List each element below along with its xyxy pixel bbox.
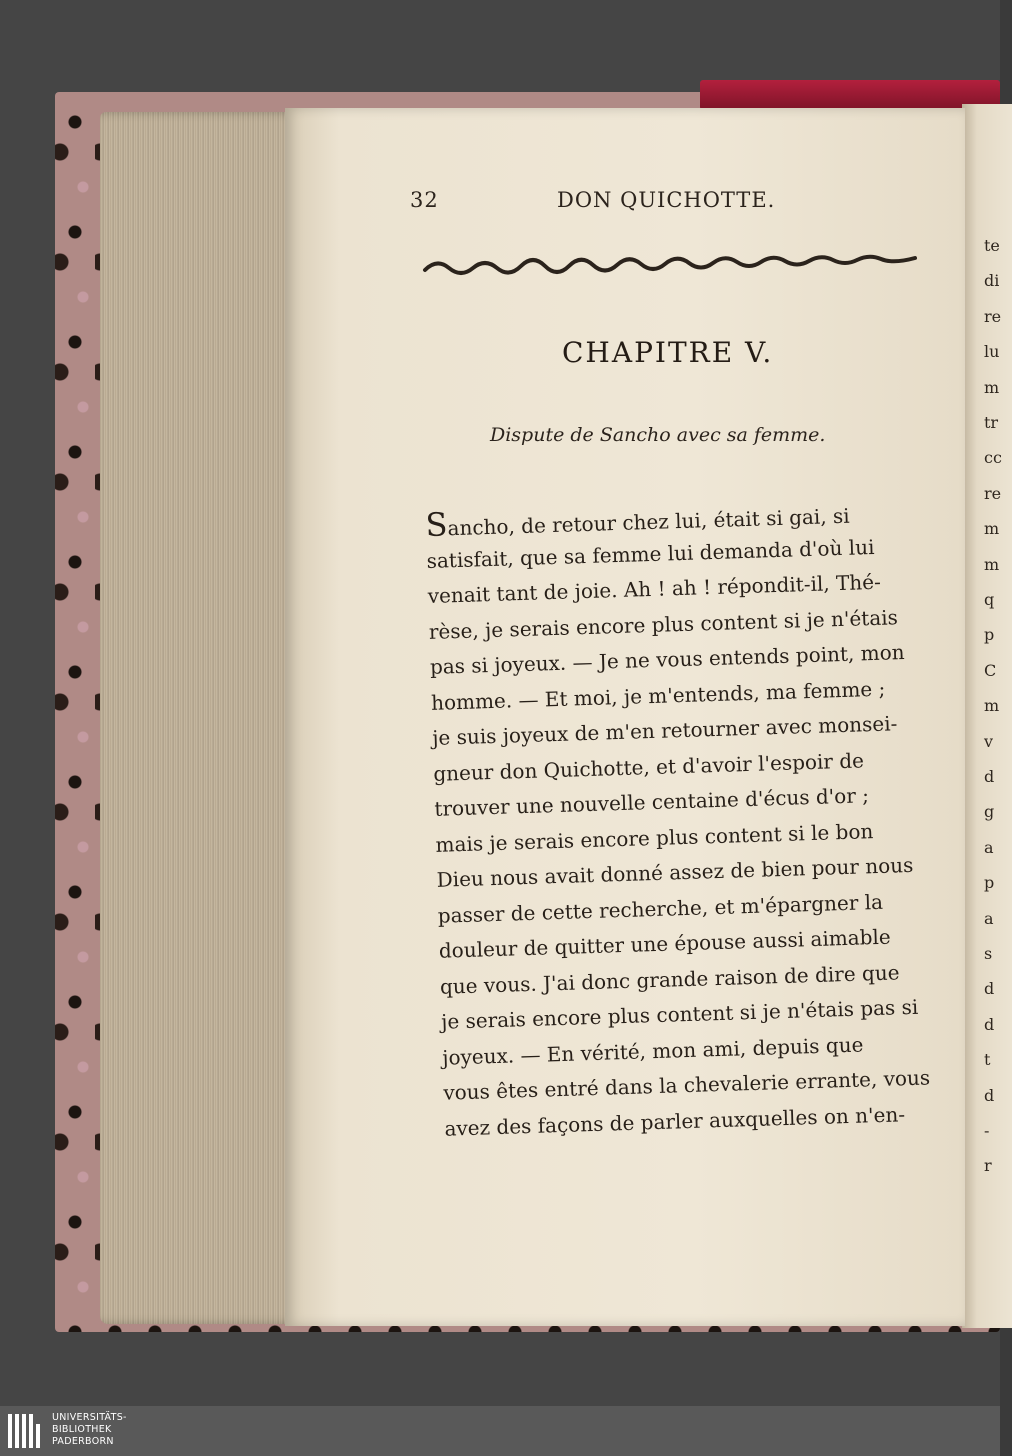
body-line-text: vous êtes entré dans la chevalerie errante, vous [442,1065,931,1105]
library-name-line: PADERBORN [52,1436,114,1447]
next-page-fragment: r [984,1156,992,1176]
next-page-fragment: te [984,236,1000,255]
next-page-fragment: g [984,802,995,822]
next-page-fragment: v [984,731,994,751]
wave-ornament [425,250,915,280]
cover-spine-red [700,80,1000,110]
body-line-text: ancho, de retour chez lui, était si gai, si [447,503,850,541]
next-page-fragment: q [984,590,995,609]
body-line-text: rèse, je serais encore plus content si je n'étais [428,604,899,644]
body-line-text: trouver une nouvelle centaine d'écus d'or ; [434,783,870,821]
next-page-fragment: re [984,306,1002,326]
body-line-text: Dieu nous avait donné assez de bien pour nous [436,852,914,892]
page-edges [100,112,300,1324]
next-page-fragment: lu [984,342,1000,362]
body-line-text: douleur de quitter une épouse aussi aimable [438,924,892,963]
next-page-fragment: p [984,873,995,893]
library-name-line: UNIVERSITÄTS- [52,1412,127,1423]
body-line-text: je suis joyeux de m'en retourner avec monsei- [431,711,898,750]
body-line-text: mais je serais encore plus content si le bon [435,818,874,857]
body-line-text: venait tant de joie. Ah ! ah ! répondit-il, Thé- [427,569,882,608]
body-line-text: joyeux. — En vérité, mon ami, depuis que [441,1032,864,1070]
next-page-fragment: s [984,944,993,963]
next-page-fragment: m [984,696,1000,716]
next-page-fragment: t [984,1050,991,1070]
next-page-fragment: di [984,271,1000,291]
next-page-fragment: a [984,908,994,928]
body-line-text: passer de cette recherche, et m'épargner la [437,889,884,928]
body-line-text: avez des façons de parler auxquelles on n'en- [444,1101,906,1141]
next-page-fragment: d [984,767,995,786]
next-page-fragment: re [984,483,1002,503]
drop-cap: S [424,505,449,544]
next-page-fragment: m [984,554,1000,574]
body-text [425,492,965,1147]
next-page-fragment: - [984,1121,990,1140]
library-logo-icon [8,1414,46,1448]
next-page-fragment: cc [984,448,1002,468]
page-number: 32 [410,188,439,212]
body-line-text: gneur don Quichotte, et d'avoir l'espoir de [432,747,865,786]
library-name [52,1412,252,1448]
next-page-fragment: m [984,519,1000,539]
library-footer [0,1406,1000,1456]
next-page-fragment: tr [984,413,999,432]
next-page-fragment: a [984,837,994,857]
running-head [410,188,830,218]
next-page-sliver [962,104,1012,1328]
body-line-text: je serais encore plus content si je n'étais pas si [440,994,919,1034]
body-line-text: pas si joyeux. — Je ne vous entends point, mon [429,640,905,679]
running-title: DON QUICHOTTE. [557,188,776,212]
next-page-fragment: d [984,1014,995,1034]
body-line-text: homme. — Et moi, je m'entends, ma femme ; [430,676,886,715]
next-page-fragment: d [984,979,995,999]
next-page-fragment: p [984,625,995,645]
chapter-subtitle: Dispute de Sancho avec sa femme. [490,424,826,446]
next-page-fragment: d [984,1085,995,1105]
chapter-heading: CHAPITRE V. [562,336,774,369]
next-page-fragment: C [984,660,997,680]
library-name-line: BIBLIOTHEK [52,1424,112,1435]
body-line-text: que vous. J'ai donc grande raison de dire que [439,959,900,999]
body-line-text: satisfait, que sa femme lui demanda d'où lui [426,534,875,573]
next-page-fragment: m [984,377,1000,397]
